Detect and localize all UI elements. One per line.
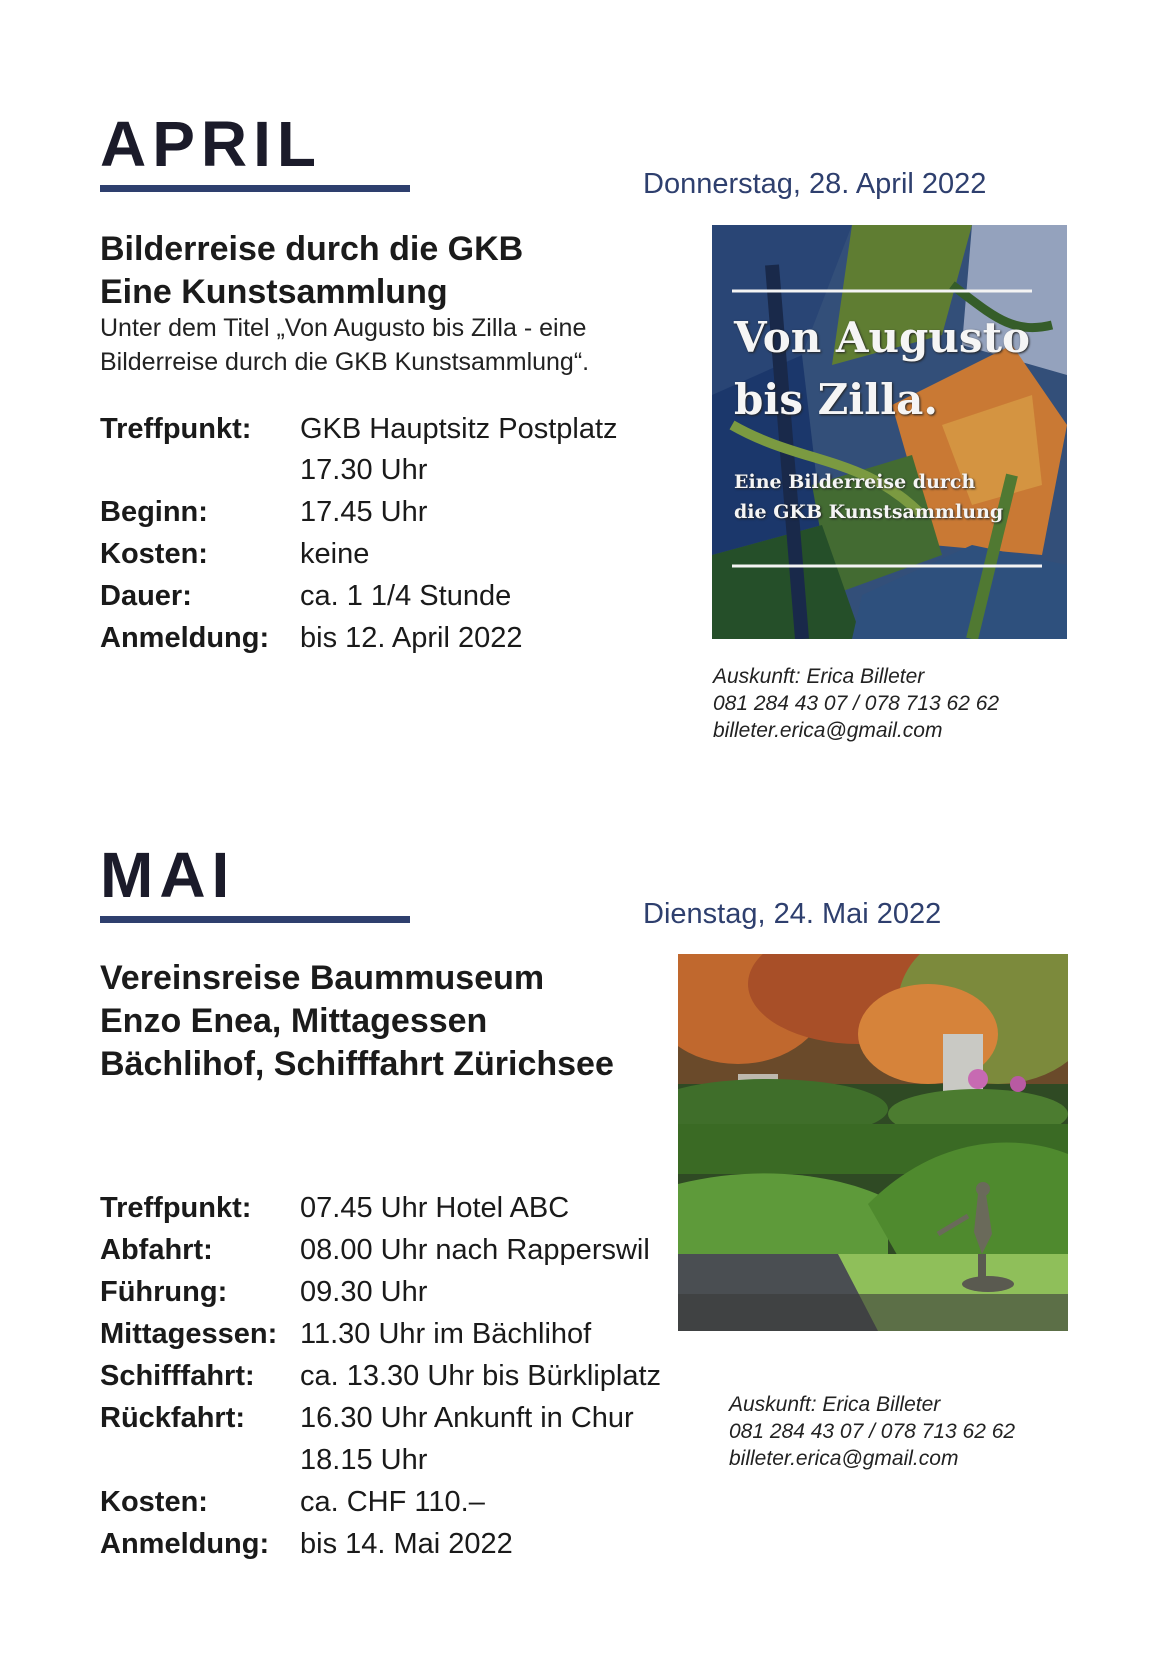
artwork-painting <box>712 225 1067 639</box>
april-month-heading: APRIL <box>100 108 322 180</box>
detail-label: Dauer: <box>100 580 192 612</box>
contact-name: Auskunft: Erica Billeter <box>713 665 925 688</box>
detail-value: 17.30 Uhr <box>300 454 428 486</box>
detail-label: Mittagessen: <box>100 1318 278 1350</box>
detail-label: Führung: <box>100 1276 228 1308</box>
detail-value: ca. 1 1/4 Stunde <box>300 580 512 612</box>
april-heading-rule <box>100 185 410 192</box>
artwork-subtitle-line: Eine Bilderreise durch <box>734 471 976 493</box>
april-event-date: Donnerstag, 28. April 2022 <box>643 168 987 200</box>
april-intro-line: Bilderreise durch die GKB Kunstsammlung“. <box>100 348 590 376</box>
detail-label: Treffpunkt: <box>100 413 252 445</box>
detail-value: 17.45 Uhr <box>300 496 428 528</box>
april-intro-line: Unter dem Titel „Von Augusto bis Zilla - eine <box>100 314 587 342</box>
mai-contact <box>729 1391 1015 1472</box>
detail-value: 16.30 Uhr Ankunft in Chur <box>300 1402 634 1434</box>
contact-email: billeter.erica@gmail.com <box>729 1447 959 1470</box>
artwork-title-line: Von Augusto <box>734 313 1030 362</box>
contact-phone: 081 284 43 07 / 078 713 62 62 <box>729 1420 1016 1443</box>
detail-label: Treffpunkt: <box>100 1192 252 1224</box>
detail-label: Anmeldung: <box>100 622 270 654</box>
detail-label: Schifffahrt: <box>100 1360 255 1392</box>
garden-photo <box>678 954 1068 1331</box>
detail-label: Anmeldung: <box>100 1528 270 1560</box>
detail-label: Kosten: <box>100 1486 208 1518</box>
contact-phone: 081 284 43 07 / 078 713 62 62 <box>713 692 1000 715</box>
detail-label: Beginn: <box>100 496 208 528</box>
mai-title-line: Enzo Enea, Mittagessen <box>100 1002 488 1040</box>
april-details <box>100 409 660 659</box>
mai-month-heading: MAI <box>100 839 236 911</box>
april-contact <box>713 663 999 744</box>
april-event-title <box>100 228 523 314</box>
mai-event-image <box>678 954 1068 1331</box>
april-event-intro <box>100 311 589 379</box>
mai-heading-rule <box>100 916 410 923</box>
april-title-line: Bilderreise durch die GKB <box>100 230 524 268</box>
detail-value: 07.45 Uhr Hotel ABC <box>300 1192 570 1224</box>
contact-name: Auskunft: Erica Billeter <box>729 1393 941 1416</box>
mai-event-date: Dienstag, 24. Mai 2022 <box>643 898 942 930</box>
detail-value: GKB Hauptsitz Postplatz <box>300 413 618 445</box>
detail-value: 11.30 Uhr im Bächlihof <box>300 1318 592 1350</box>
artwork-subtitle-line: die GKB Kunstsammlung <box>734 501 1004 523</box>
mai-title-line: Bächlihof, Schifffahrt Zürichsee <box>100 1045 614 1083</box>
detail-value: 09.30 Uhr <box>300 1276 428 1308</box>
mai-details <box>100 1188 680 1568</box>
detail-value: bis 14. Mai 2022 <box>300 1528 513 1560</box>
artwork-title-line: bis Zilla. <box>734 375 938 424</box>
mai-event-title <box>100 957 614 1086</box>
detail-value: 18.15 Uhr <box>300 1444 428 1476</box>
detail-label: Kosten: <box>100 538 208 570</box>
detail-value: 08.00 Uhr nach Rapperswil <box>300 1234 650 1266</box>
detail-value: keine <box>300 538 370 570</box>
detail-value: ca. 13.30 Uhr bis Bürkliplatz <box>300 1360 662 1392</box>
april-title-line: Eine Kunstsammlung <box>100 273 448 311</box>
contact-email: billeter.erica@gmail.com <box>713 719 943 742</box>
detail-label: Abfahrt: <box>100 1234 213 1266</box>
april-event-image <box>712 225 1067 639</box>
detail-label: Rückfahrt: <box>100 1402 246 1434</box>
mai-title-line: Vereinsreise Baummuseum <box>100 959 545 997</box>
detail-value: ca. CHF 110.– <box>300 1486 485 1518</box>
detail-value: bis 12. April 2022 <box>300 622 523 654</box>
